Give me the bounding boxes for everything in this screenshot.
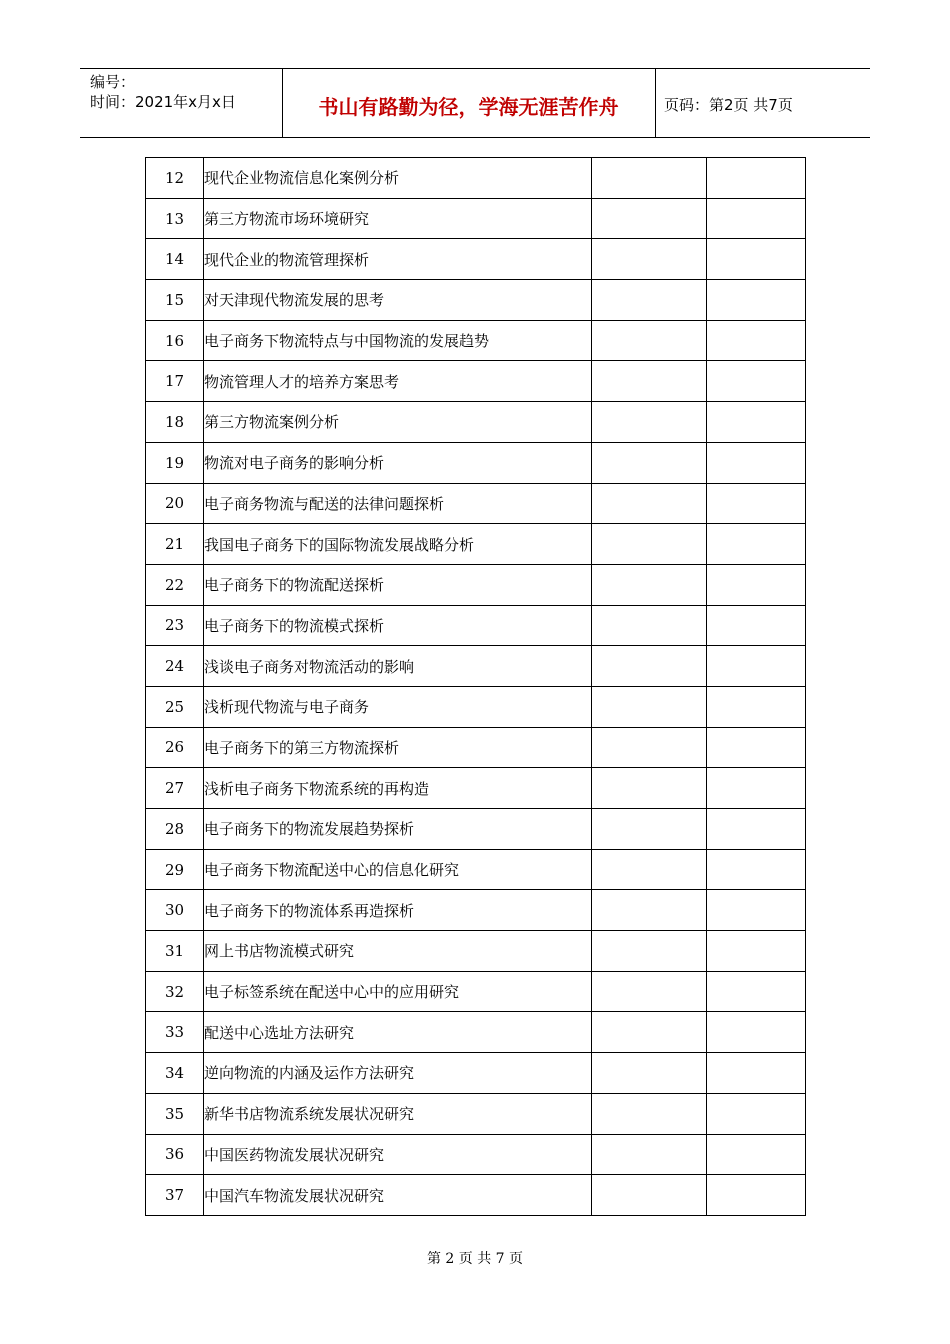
empty-cell: [592, 890, 707, 931]
empty-cell: [592, 605, 707, 646]
empty-cell: [707, 442, 806, 483]
table-row: [146, 686, 806, 727]
empty-cell: [707, 239, 806, 280]
topic-title: 电子商务下的物流发展趋势探析: [204, 809, 592, 850]
table-row: [146, 890, 806, 931]
empty-cell: [592, 931, 707, 972]
topic-number: 31: [146, 931, 204, 972]
topic-title: 第三方物流市场环境研究: [204, 198, 592, 239]
topic-title: 中国汽车物流发展状况研究: [204, 1175, 592, 1216]
table-row: [146, 809, 806, 850]
header-page-info: 页码：第2页 共7页: [664, 96, 793, 114]
topic-title: 新华书店物流系统发展状况研究: [204, 1093, 592, 1134]
table-row: [146, 483, 806, 524]
topic-number: 36: [146, 1134, 204, 1175]
empty-cell: [592, 361, 707, 402]
empty-cell: [592, 158, 707, 199]
topic-title: 电子商务下的第三方物流探析: [204, 727, 592, 768]
empty-cell: [707, 198, 806, 239]
empty-cell: [707, 402, 806, 443]
topic-number: 24: [146, 646, 204, 687]
table-row: [146, 646, 806, 687]
empty-cell: [707, 646, 806, 687]
topic-number: 15: [146, 280, 204, 321]
topic-number: 35: [146, 1093, 204, 1134]
table-row: [146, 402, 806, 443]
topic-title: 网上书店物流模式研究: [204, 931, 592, 972]
empty-cell: [707, 524, 806, 565]
topic-number: 29: [146, 849, 204, 890]
empty-cell: [707, 320, 806, 361]
empty-cell: [592, 646, 707, 687]
topic-number: 25: [146, 686, 204, 727]
empty-cell: [707, 158, 806, 199]
empty-cell: [707, 809, 806, 850]
topic-number: 19: [146, 442, 204, 483]
empty-cell: [592, 280, 707, 321]
empty-cell: [592, 483, 707, 524]
table-row: [146, 320, 806, 361]
document-number-label: 编号：: [90, 73, 136, 91]
empty-cell: [592, 524, 707, 565]
empty-cell: [592, 320, 707, 361]
topic-title: 电子标签系统在配送中心中的应用研究: [204, 971, 592, 1012]
empty-cell: [592, 727, 707, 768]
topic-title: 现代企业物流信息化案例分析: [204, 158, 592, 199]
empty-cell: [707, 483, 806, 524]
empty-cell: [592, 1175, 707, 1216]
empty-cell: [592, 1053, 707, 1094]
empty-cell: [707, 1175, 806, 1216]
empty-cell: [592, 1012, 707, 1053]
topic-number: 37: [146, 1175, 204, 1216]
table-row: [146, 727, 806, 768]
table-row: [146, 768, 806, 809]
header-meta-cell: [80, 69, 283, 137]
topic-number: 27: [146, 768, 204, 809]
table-row: [146, 361, 806, 402]
table-row: [146, 1134, 806, 1175]
topic-number: 23: [146, 605, 204, 646]
empty-cell: [707, 931, 806, 972]
table-row: [146, 849, 806, 890]
table-row: [146, 239, 806, 280]
table-row: [146, 1175, 806, 1216]
topic-number: 33: [146, 1012, 204, 1053]
topic-number: 34: [146, 1053, 204, 1094]
empty-cell: [707, 280, 806, 321]
topic-number: 18: [146, 402, 204, 443]
table-row: [146, 971, 806, 1012]
topic-title: 中国医药物流发展状况研究: [204, 1134, 592, 1175]
topic-number: 20: [146, 483, 204, 524]
empty-cell: [592, 686, 707, 727]
topic-title: 电子商务下的物流体系再造探析: [204, 890, 592, 931]
topic-number: 28: [146, 809, 204, 850]
topic-title: 电子商务物流与配送的法律问题探析: [204, 483, 592, 524]
header-page-cell: [656, 69, 870, 137]
topic-title: 浅析电子商务下物流系统的再构造: [204, 768, 592, 809]
table-row: [146, 198, 806, 239]
table-row: [146, 442, 806, 483]
topic-table: [145, 157, 806, 1216]
topic-title: 浅谈电子商务对物流活动的影响: [204, 646, 592, 687]
empty-cell: [592, 849, 707, 890]
empty-cell: [592, 442, 707, 483]
topic-number: 12: [146, 158, 204, 199]
topic-title: 第三方物流案例分析: [204, 402, 592, 443]
topic-title: 物流对电子商务的影响分析: [204, 442, 592, 483]
empty-cell: [592, 1134, 707, 1175]
empty-cell: [707, 971, 806, 1012]
empty-cell: [707, 890, 806, 931]
header-motto: 书山有路勤为径，学海无涯苦作舟: [318, 95, 619, 119]
table-row: [146, 1012, 806, 1053]
page-header: [80, 68, 870, 138]
empty-cell: [592, 1093, 707, 1134]
topic-title: 逆向物流的内涵及运作方法研究: [204, 1053, 592, 1094]
topic-title: 我国电子商务下的国际物流发展战略分析: [204, 524, 592, 565]
topic-number: 13: [146, 198, 204, 239]
empty-cell: [707, 361, 806, 402]
table-row: [146, 1093, 806, 1134]
topic-number: 26: [146, 727, 204, 768]
table-row: [146, 524, 806, 565]
topic-title: 现代企业的物流管理探析: [204, 239, 592, 280]
table-row: [146, 158, 806, 199]
topic-title: 浅析现代物流与电子商务: [204, 686, 592, 727]
topic-number: 21: [146, 524, 204, 565]
topic-title: 电子商务下物流配送中心的信息化研究: [204, 849, 592, 890]
empty-cell: [707, 727, 806, 768]
table-row: [146, 931, 806, 972]
empty-cell: [707, 605, 806, 646]
topic-title: 电子商务下的物流模式探析: [204, 605, 592, 646]
empty-cell: [707, 1093, 806, 1134]
empty-cell: [707, 564, 806, 605]
topic-number: 32: [146, 971, 204, 1012]
topic-title: 电子商务下的物流配送探析: [204, 564, 592, 605]
table-row: [146, 605, 806, 646]
topic-title: 物流管理人才的培养方案思考: [204, 361, 592, 402]
table-row: [146, 1053, 806, 1094]
empty-cell: [707, 768, 806, 809]
topic-number: 30: [146, 890, 204, 931]
table-row: [146, 280, 806, 321]
page-footer: 第 2 页 共 7 页: [426, 1251, 524, 1267]
empty-cell: [707, 686, 806, 727]
header-motto-cell: [282, 69, 656, 137]
topic-title: 配送中心选址方法研究: [204, 1012, 592, 1053]
topic-title: 电子商务下物流特点与中国物流的发展趋势: [204, 320, 592, 361]
empty-cell: [592, 971, 707, 1012]
topic-number: 17: [146, 361, 204, 402]
empty-cell: [592, 809, 707, 850]
empty-cell: [592, 564, 707, 605]
empty-cell: [592, 198, 707, 239]
empty-cell: [707, 849, 806, 890]
empty-cell: [707, 1053, 806, 1094]
document-date-label: 时间：2021年x月x日: [90, 93, 236, 111]
empty-cell: [707, 1012, 806, 1053]
table-row: [146, 564, 806, 605]
empty-cell: [592, 239, 707, 280]
empty-cell: [592, 768, 707, 809]
empty-cell: [707, 1134, 806, 1175]
topic-number: 16: [146, 320, 204, 361]
topic-number: 22: [146, 564, 204, 605]
topic-title: 对天津现代物流发展的思考: [204, 280, 592, 321]
topic-number: 14: [146, 239, 204, 280]
empty-cell: [592, 402, 707, 443]
